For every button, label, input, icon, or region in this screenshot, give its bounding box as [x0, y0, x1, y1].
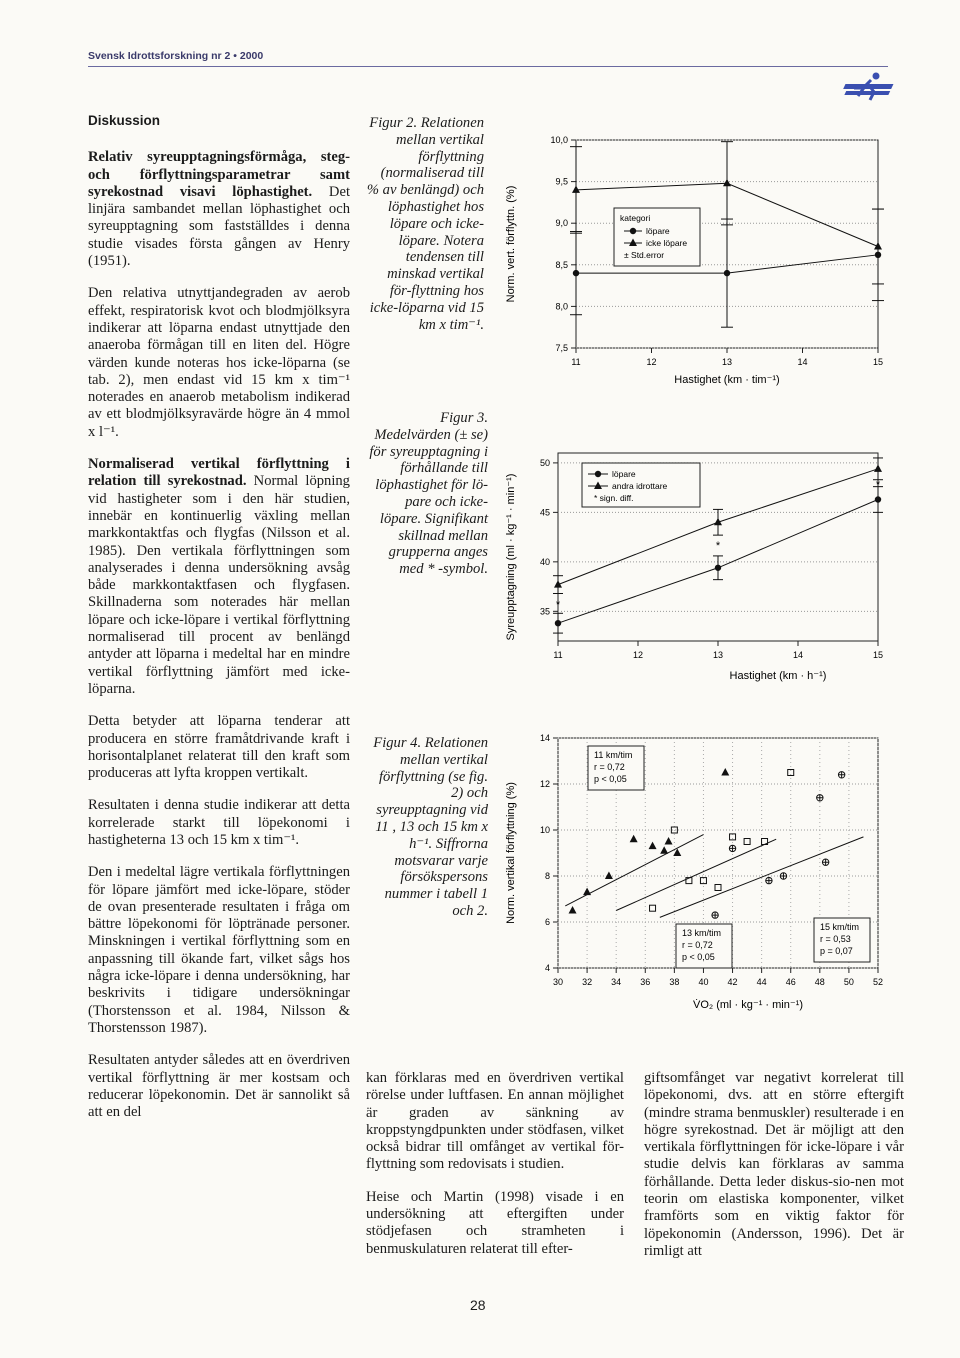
- data-point: [605, 872, 613, 880]
- paragraph: kan förklaras med en överdriven vertikal rörelse under luftfasen. En annan möjlighet är graden av sänkning av kroppstyngdpunkten under stödfasen, vilket också bidrar till omfånget av vertikal för-flyttning som redovisats i studien.: [366, 1070, 624, 1173]
- x-tick-label: 34: [611, 977, 622, 987]
- paragraph: [88, 456, 350, 698]
- paragraph-text: Normal löpning vid hastigheter som i den här studien, innebär en kontinuerlig växling mellan markkontaktfas och flygfas (Nilsson et al. 1985). Den vertikala förflyttningen som analyserades i denna undersökning avsåg både markkontaktfasen och flygfasen. Skillnaderna som noterades här mellan löpare och icke-löpare i vertikal förflyttning normaliserad till procent av benlängd antyder att löparna i medeltal har en mindre vertikal förflyttning jämfört med icke-löparna.: [88, 473, 350, 697]
- x-tick-label: 30: [552, 977, 564, 987]
- article-column-3: [644, 1070, 904, 1275]
- x-tick-label: 11: [571, 357, 581, 367]
- stats-text: 15 km/tim: [820, 922, 860, 932]
- y-tick-label: 4: [544, 963, 550, 973]
- legend-entry: icke löpare: [646, 238, 688, 248]
- y-axis-label: Norm. vert. förflyttn. (%): [505, 185, 517, 303]
- data-point: [630, 835, 638, 843]
- paragraph: Den i medeltal lägre vertikala förflyttningen för löpare jämfört med icke-löpare, stöder de ovan presenterade resultaten i fråga om bättre löpekonomi för löptränade personer. Minskningen i vertikal förflyttning som en anpassning till ökande fart, vilket sågs hos några icke-löpare i denna undersökning, har beskrivits i tidigare undersökningar (Thorstensson et al. 1984, Nilsson & Thorstensson 1987).: [88, 864, 350, 1036]
- figure-4-chart: [496, 728, 900, 1038]
- paragraph: Resultaten antyder således att en överdriven vertikal förflyttning är mer kostsam och reducerar löpekonomin. Det är sannolikt så att en del: [88, 1052, 350, 1121]
- legend-entry: löpare: [646, 226, 670, 236]
- legend-marker: [595, 471, 601, 477]
- data-point: [780, 873, 786, 879]
- paragraph: Den relativa utnyttjandegraden av aerob effekt, respiratorisk kvot och blodmjölksyra indikerar att löparna endast utnyttjade den anaeroba förmågan till en liten del. Högre värden kunde noteras hos icke-löparna (se tab. 2), men endast vid 15 km x tim⁻¹ noterades en anaerob metabolism indikerad av ett blodmjölksyravärde högre än 4 mmol x l⁻¹.: [88, 285, 350, 440]
- subheading: Relativ syreupptagningsförmåga, steg- och förflyttningsparametrar samt syrekostnad visavi löphastighet.: [88, 149, 350, 200]
- stats-text: r = 0,72: [682, 940, 713, 950]
- stats-text: r = 0,53: [820, 934, 851, 944]
- regression-line: [616, 839, 776, 910]
- y-tick-label: 45: [539, 507, 550, 518]
- data-point: [744, 839, 750, 845]
- x-axis-label: V̇O₂ (ml · kg⁻¹ · min⁻¹): [693, 999, 803, 1011]
- legend-entry: andra idrottare: [612, 481, 668, 491]
- x-tick-label: 40: [698, 977, 709, 987]
- x-tick-label: 44: [756, 977, 767, 987]
- y-tick-label: 8: [544, 871, 550, 881]
- x-tick-label: 52: [872, 977, 884, 987]
- legend-title: kategori: [620, 213, 651, 223]
- y-tick-label: 6: [544, 917, 550, 927]
- data-point: [572, 185, 580, 193]
- data-point: [555, 620, 561, 626]
- significance-marker: *: [555, 598, 561, 611]
- x-axis-label: Hastighet (km · h⁻¹): [729, 670, 827, 682]
- x-tick-label: 46: [785, 977, 796, 987]
- data-point: [665, 837, 673, 845]
- x-tick-label: 12: [646, 357, 657, 367]
- y-tick-label: 10,0: [550, 135, 568, 145]
- y-tick-label: 9,0: [555, 218, 568, 229]
- paragraph: [88, 149, 350, 270]
- data-point: [583, 888, 591, 896]
- y-tick-label: 8,5: [555, 259, 568, 270]
- y-axis-label: Syreupptagning (ml · kg⁻¹ · min⁻¹): [505, 473, 517, 641]
- legend-entry: löpare: [612, 469, 636, 479]
- stats-text: p = 0,07: [820, 946, 853, 956]
- x-tick-label: 32: [582, 977, 593, 987]
- legend-entry: ± Std.error: [624, 250, 665, 260]
- data-point: [712, 912, 718, 918]
- data-point: [838, 772, 844, 778]
- page-number: 28: [470, 1297, 486, 1313]
- runner-logo-icon: [838, 70, 900, 102]
- data-point: [723, 179, 731, 187]
- figure-3-chart: [496, 445, 900, 695]
- paragraph: Resultaten i denna studie indikerar att detta korrelerade starkt till löpekonomi i hastigheterna 13 och 15 km x tim⁻¹.: [88, 797, 350, 848]
- data-point: [715, 885, 721, 891]
- y-tick-label: 8,0: [555, 301, 568, 312]
- data-point: [817, 795, 823, 801]
- data-point: [822, 859, 828, 865]
- data-point: [874, 464, 882, 472]
- paragraph-text: Det linjära sambandet mellan löphastighet och syreupptagning som fastställdes i denna studie visades första gången av Henry (1951).: [88, 183, 350, 270]
- x-tick-label: 48: [814, 977, 825, 987]
- paragraph: giftsomfånget var negativt korrelerat till löpekonomi, dvs. att en större eftergift (mindre strama benmuskler) resulterade i en högre syrekostnad. Det är möjligt att den vertikala förflyttningen för icke-löpare i vår studie delvis kan förklaras av samma förhållande. Detta leder diskus-sio-nen mot teorin om elastiska komponenter, vilket framförts som en viktig faktor för löpekonomin (Andersson, 1996). Det är rimligt att: [644, 1070, 904, 1259]
- data-point: [660, 846, 668, 854]
- data-point: [569, 906, 577, 914]
- article-column-2: [366, 1070, 624, 1273]
- legend-marker: [630, 228, 636, 234]
- x-tick-label: 12: [632, 650, 644, 660]
- y-axis-label: Norm. vertikal förflyttning (%): [505, 782, 517, 924]
- figure-2-chart: [496, 118, 900, 400]
- figure-3-caption: Figur 3. Medelvärden (± se) för syreupptagning i förhållande till löphastighet för lö-pare och icke-löpare. Signifikant skillnad mellan grupperna anges med * -symbol.: [369, 410, 488, 578]
- y-tick-label: 10: [539, 825, 550, 835]
- data-point: [766, 877, 772, 883]
- section-title: Diskussion: [88, 113, 161, 128]
- header-rule: [88, 66, 888, 67]
- x-tick-label: 50: [843, 977, 854, 987]
- y-tick-label: 35: [539, 606, 550, 617]
- stats-text: 13 km/tim: [682, 928, 722, 938]
- stats-text: r = 0,72: [594, 762, 625, 772]
- significance-marker: *: [875, 479, 881, 492]
- x-tick-label: 15: [872, 357, 884, 367]
- stats-text: p < 0,05: [682, 952, 715, 962]
- figure-4-caption: Figur 4. Relationen mellan vertikal förflyttning (se fig. 2) och syreupptagning vid 11 , 13 och 15 km x h⁻¹. Siffrorna motsvarar varje försökspersons nummer i tabell 1 och 2.: [373, 735, 488, 919]
- y-tick-label: 9,5: [555, 176, 568, 187]
- data-point: [729, 845, 735, 851]
- paragraph: Detta betyder att löparna tenderar att producera en större framåtdrivande kraft i horisontalplanet relaterat till den kraft som produceras att lyfta kroppen vertikalt.: [88, 713, 350, 782]
- data-point: [724, 270, 730, 276]
- x-tick-label: 36: [640, 977, 651, 987]
- x-tick-label: 14: [792, 650, 804, 660]
- data-point: [715, 565, 721, 571]
- y-tick-label: 12: [539, 779, 550, 789]
- journal-header: Svensk Idrottsforskning nr 2 • 2000: [88, 50, 264, 62]
- y-tick-label: 7,5: [555, 343, 568, 353]
- stats-text: p < 0,05: [594, 774, 627, 784]
- x-tick-label: 13: [721, 357, 733, 367]
- x-tick-label: 38: [669, 977, 680, 987]
- paragraph: Heise och Martin (1998) visade i en undersökning att eftergiften under stödjefasen och stramheten i benmuskulaturen relaterat till efter-: [366, 1188, 624, 1257]
- x-tick-label: 14: [797, 357, 808, 367]
- data-point: [875, 496, 881, 502]
- subheading: Normaliserad vertikal förflyttning i relation till syrekostnad.: [88, 456, 350, 490]
- regression-line: [565, 835, 703, 906]
- article-column-1: [88, 112, 350, 1136]
- figure-2-caption: Figur 2. Relationen mellan vertikal förflyttning (normaliserad till % av benlängd) och löphastighet hos löpare och icke-löpare. Notera tendensen till minskad vertikal för-flyttning hos icke-löparna vid 15 km x tim⁻¹.: [366, 115, 484, 333]
- y-tick-label: 40: [539, 556, 550, 567]
- x-tick-label: 42: [727, 977, 738, 987]
- y-tick-label: 50: [539, 457, 550, 468]
- significance-marker: *: [715, 540, 721, 553]
- data-point: [573, 270, 579, 276]
- data-point: [721, 768, 729, 776]
- legend-entry: * sign. diff.: [594, 493, 634, 503]
- x-tick-label: 11: [553, 650, 563, 660]
- stats-text: 11 km/tim: [594, 750, 633, 760]
- x-tick-label: 13: [712, 650, 724, 660]
- data-point: [650, 905, 656, 911]
- y-tick-label: 14: [539, 733, 550, 743]
- x-tick-label: 15: [872, 650, 884, 660]
- data-point: [649, 842, 657, 850]
- x-axis-label: Hastighet (km · tim⁻¹): [674, 374, 780, 386]
